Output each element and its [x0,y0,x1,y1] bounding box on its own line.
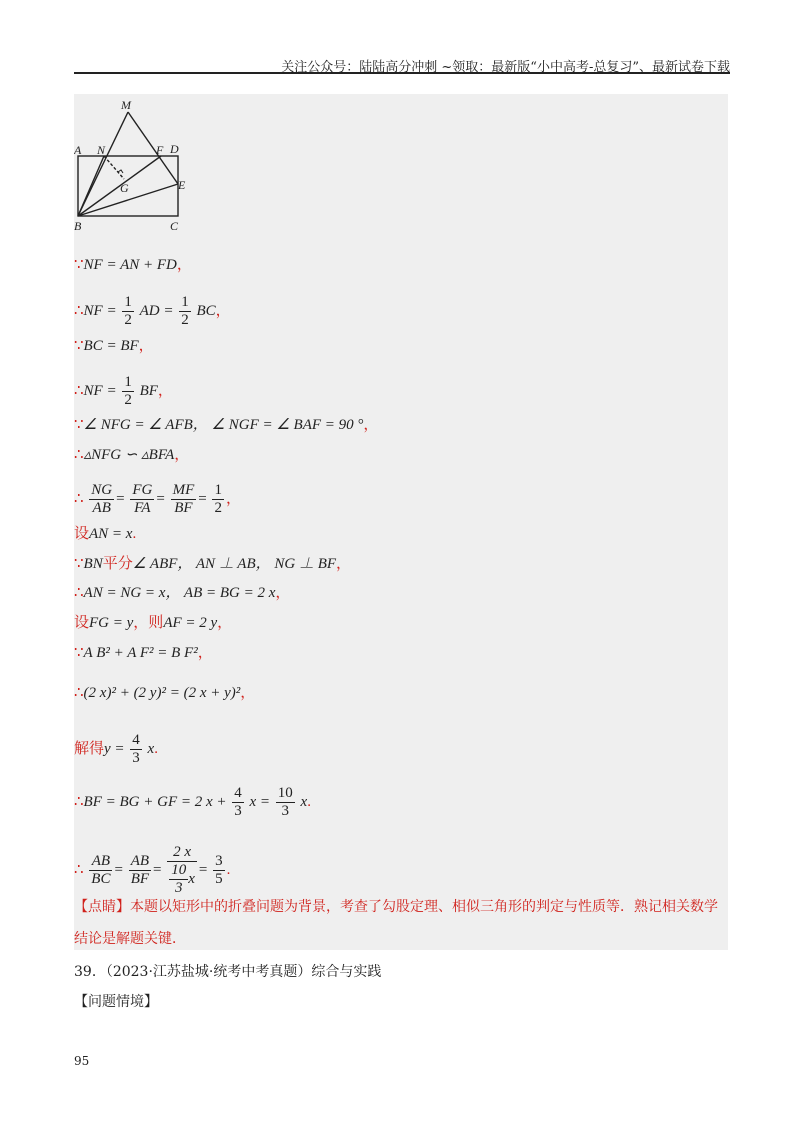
step-2: ∴NF = $\frac{1}{2}$ AD = $\frac{1}{2}$ BC， [74,294,231,328]
fraction-half: $\frac{1}{2}$ [124,374,132,408]
step-9: ∵BN平分∠ ABF， AN ⊥ AB， NG ⊥ BF， [74,556,352,572]
step-10: ∴AN = NG = x， AB = BG = 2 x， [74,585,291,601]
step-1: ∵NF = AN + FD， [74,257,192,273]
label-b: B [74,219,82,233]
label-d: D [170,142,179,156]
question-39 [74,961,381,981]
label-n: N [97,143,106,157]
question-source: （2023·江苏盐城·统考中考真题）综合与实践 [105,964,382,980]
step-16: ∴ $\frac{AB}{BC}$ = $\frac{AB}{BF}$ = 2 x $\frac{10}{3}$ x = $\frac{3}{5}$ . [74,844,231,896]
label-c: C [170,219,179,233]
step-6: ∴▵NFG ∽ ▵BFA， [74,447,190,463]
fraction-half: $\frac{1}{2}$ [181,294,189,328]
segment-ng [104,156,124,179]
step-13: ∴(2 x)² + (2 y)² = (2 x + y)²， [74,685,256,701]
step-14: 解得y = $\frac{4}{3}$ x. [74,732,158,766]
header-rule [74,72,730,74]
step-3: ∵BC = BF， [74,338,154,354]
question-number: 39． [74,964,106,980]
label-m: M [121,100,131,112]
page-header: 关注公众号：陆陆高分冲刺 ~领取：最新版“小中高考-总复习”、最新试卷下载 [281,60,730,75]
fraction-half: $\frac{1}{2}$ [124,294,132,328]
label-e: E [178,178,186,192]
geometry-figure [74,100,204,235]
because-symbol: ∵ [74,257,84,273]
problem-situation-heading: 【问题情境】 [74,994,158,1010]
step-7: ∴ $\frac{NG}{AB}$ = $\frac{FG}{FA}$ = $\frac{MF}{BF}$ = $\frac{1}{2}$ ， [74,482,241,516]
page-number: 95 [74,1054,90,1068]
step-8: 设AN = x. [74,526,137,542]
step-11: 设FG = y，则AF = 2 y， [74,615,233,631]
label-a: A [74,143,82,157]
label-f: F [156,143,164,157]
key-point-note: 【点睛】本题以矩形中的折叠问题为背景，考查了勾股定理、相似三角形的判定与性质等．熟记相关数学结论是解题关键． [74,900,718,947]
label-g: G [120,181,129,195]
step-12: ∵A B² + A F² = B F²， [74,645,213,661]
step-4: ∴NF = $\frac{1}{2}$ BF， [74,374,173,408]
step-5: ∵∠ NFG = ∠ AFB， ∠ NGF = ∠ BAF = 90 °， [74,417,379,433]
step-15: ∴BF = BG + GF = 2 x + $\frac{4}{3}$ x = $\frac{10}{3}$ x. [74,785,311,819]
therefore-symbol: ∴ [74,302,84,319]
